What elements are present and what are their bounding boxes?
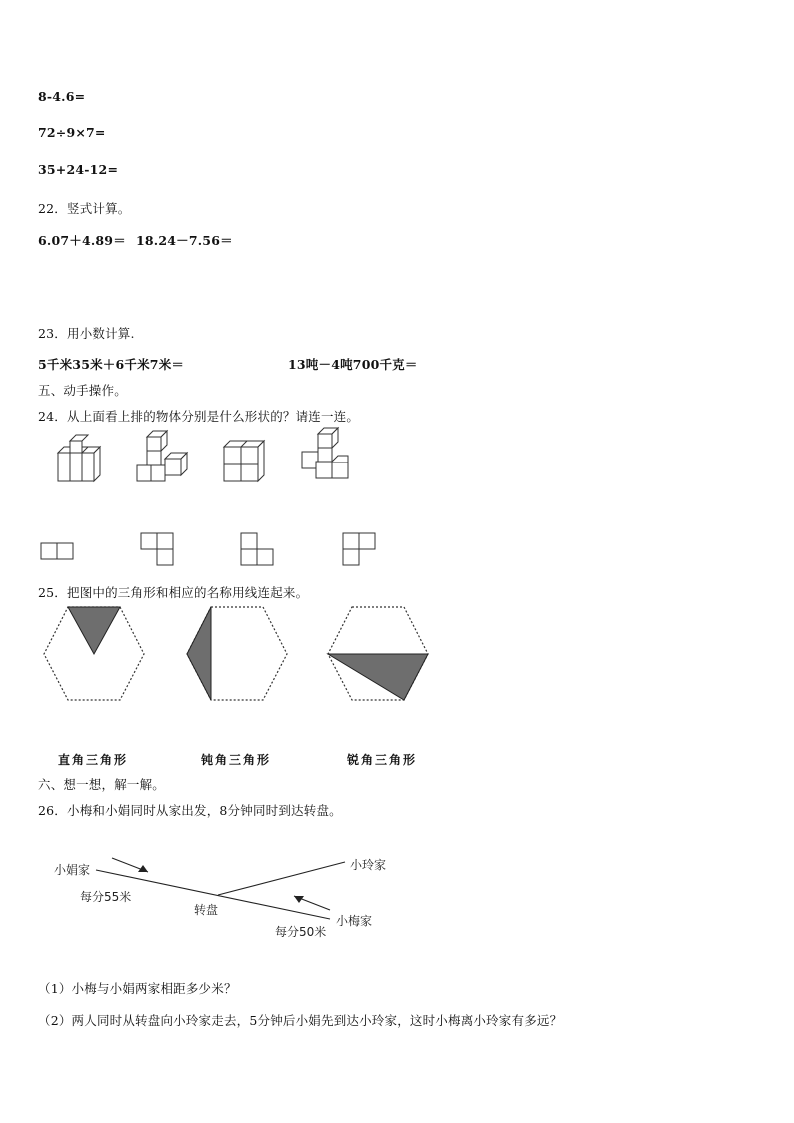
- q22-title: 22．竖式计算。: [38, 201, 131, 216]
- q23-title: 23．用小数计算.: [38, 326, 135, 341]
- label-speed-mei: 每分50米: [275, 925, 327, 939]
- label-juan-home: 小娟家: [54, 863, 91, 877]
- q26-sub-1: （1）小梅与小娟两家相距多少米？: [38, 981, 237, 996]
- calc-line-2: 72÷9×7=: [38, 125, 106, 140]
- top-view-2: [138, 530, 178, 570]
- label-roundabout: 转盘: [194, 903, 219, 917]
- label-obtuse-triangle: 钝角三角形: [201, 753, 272, 767]
- label-ling-home: 小玲家: [350, 858, 387, 872]
- hexagon-figure-3: [324, 605, 434, 700]
- hexagon-figure-2: [183, 605, 293, 700]
- top-view-1: [40, 540, 80, 562]
- section-6-heading: 六、想一想，解一解。: [38, 777, 166, 792]
- label-speed-juan: 每分55米: [80, 890, 132, 904]
- q23-expr-1: 5千米35米＋6千米7米＝: [38, 357, 185, 372]
- q22-expr-2: 18.24－7.56＝: [136, 233, 233, 248]
- label-mei-home: 小梅家: [336, 914, 373, 928]
- section-5-heading: 五、动手操作。: [38, 383, 127, 398]
- q26-sub-2: （2）两人同时从转盘向小玲家走去，5分钟后小娟先到达小玲家，这时小梅离小玲家有多远？: [38, 1013, 563, 1028]
- q25-title: 25．把图中的三角形和相应的名称用线连起来。: [38, 585, 309, 600]
- label-right-triangle: 直角三角形: [58, 753, 129, 767]
- cube-object-2: [135, 435, 195, 485]
- top-view-4: [340, 530, 380, 570]
- q22-expr-1: 6.07＋4.89＝: [38, 233, 126, 248]
- hexagon-figure-1: [40, 605, 150, 700]
- q26-title: 26．小梅和小娟同时从家出发，8分钟同时到达转盘。: [38, 803, 342, 818]
- calc-line-1: 8-4.6=: [38, 89, 86, 104]
- q23-expr-2: 13吨－4吨700千克＝: [288, 357, 418, 372]
- q24-title: 24．从上面看上排的物体分别是什么形状的？请连一连。: [38, 409, 360, 424]
- label-acute-triangle: 锐角三角形: [347, 753, 418, 767]
- cube-object-1: [50, 435, 110, 485]
- cube-object-3: [218, 435, 278, 485]
- cube-object-4: [298, 430, 358, 485]
- top-view-3: [238, 530, 278, 570]
- calc-line-3: 35+24-12=: [38, 162, 119, 177]
